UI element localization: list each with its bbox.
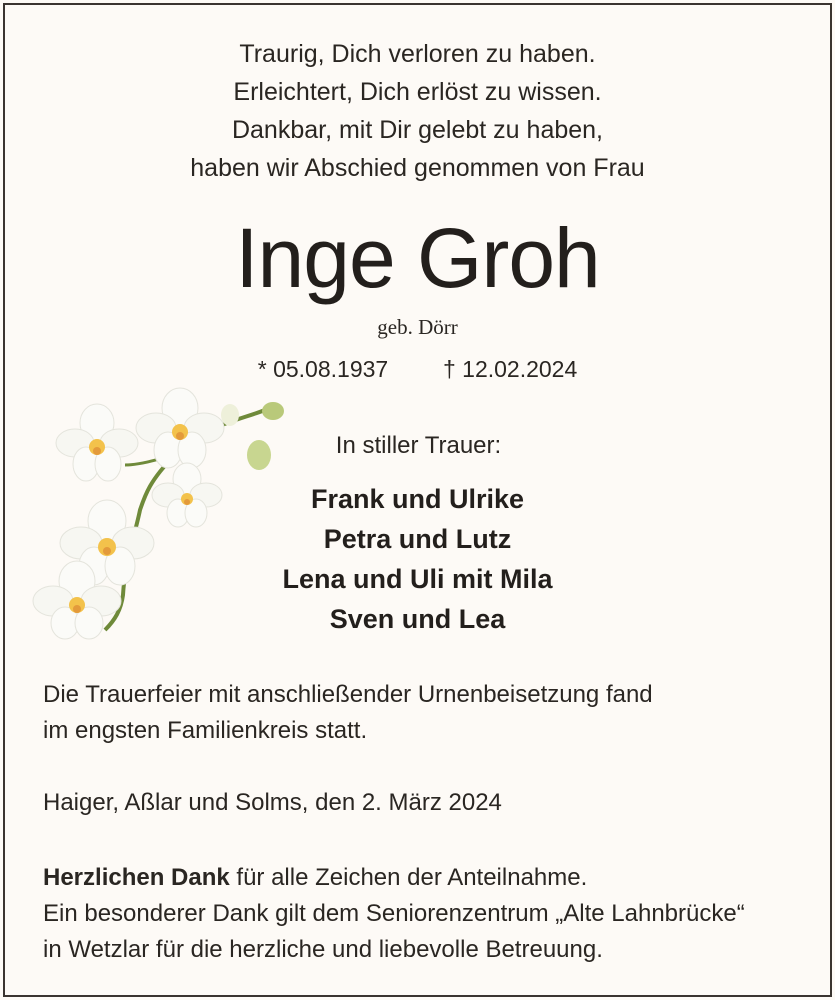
obituary-frame: [3, 3, 832, 997]
verse-line: Erleichtert, Dich erlöst zu wissen.: [233, 78, 602, 106]
death-date: † 12.02.2024: [442, 356, 578, 382]
verse-line: haben wir Abschied genommen von Frau: [190, 154, 645, 182]
birth-date: * 05.08.1937: [257, 356, 389, 382]
thanks-line: Ein besonderer Dank gilt dem Seniorenzentrum „Alte Lahnbrücke“: [43, 900, 745, 927]
life-dates: [5, 356, 830, 383]
funeral-notice: [43, 677, 810, 749]
mourner-name: Petra und Lutz: [323, 524, 512, 554]
mourner-name: Lena und Uli mit Mila: [282, 564, 553, 594]
thanks-section: [43, 860, 810, 968]
opening-verse: [5, 35, 830, 187]
verse-line: Dankbar, mit Dir gelebt zu haben,: [231, 116, 604, 144]
mourning-heading: In stiller Trauer:: [335, 432, 502, 459]
thanks-bold: Herzlichen Dank: [43, 864, 230, 891]
funeral-line: Die Trauerfeier mit anschließender Urnenbeisetzung fand: [43, 681, 653, 708]
deceased-name: Inge Groh: [235, 211, 600, 305]
thanks-rest: für alle Zeichen der Anteilnahme.: [229, 864, 588, 891]
thanks-line: in Wetzlar für die herzliche und liebevolle Betreuung.: [43, 936, 603, 963]
mourner-name: Frank und Ulrike: [310, 484, 525, 514]
mourners-list: [5, 479, 830, 639]
maiden-name: geb. Dörr: [377, 315, 458, 339]
place-date: Haiger, Aßlar und Solms, den 2. März 2024: [43, 789, 502, 816]
funeral-line: im engsten Familienkreis statt.: [43, 717, 368, 744]
verse-line: Traurig, Dich verloren zu haben.: [239, 40, 596, 68]
mourner-name: Sven und Lea: [329, 604, 506, 634]
thanks-line: [43, 860, 810, 896]
